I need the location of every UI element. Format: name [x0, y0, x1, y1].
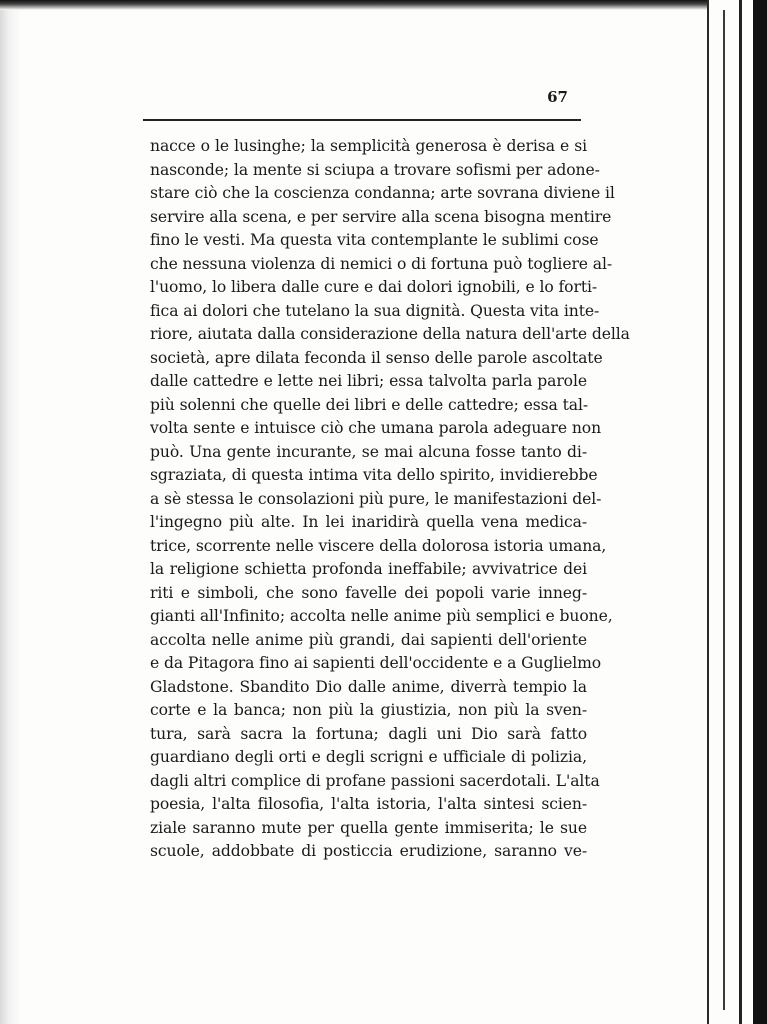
- edge-line: [723, 10, 725, 1010]
- text-line: a sè stessa le consolazioni più pure, le manifestazioni del-: [150, 489, 602, 508]
- text-line: gianti all'Infinito; accolta nelle anime più semplici e buone,: [150, 607, 613, 625]
- text-line: riti e simboli, che sono favelle dei popoli varie inneg-: [150, 583, 587, 602]
- text-line: poesia, l'alta filosofia, l'alta istoria, l'alta sintesi scien-: [150, 795, 587, 813]
- text-line: l'ingegno più alte. In lei inaridirà quella vena medica-: [150, 513, 587, 531]
- text-line: corte e la banca; non più la giustizia, non più la sven-: [150, 701, 587, 719]
- text-line: guardiano degli orti e degli scrigni e ufficiale di polizia,: [150, 748, 587, 766]
- page-left-shadow: [0, 0, 22, 1024]
- edge-line: [753, 0, 767, 1024]
- page-top-edge: [0, 0, 767, 10]
- text-line: dalle cattedre e lette nei libri; essa talvolta parla parole: [150, 372, 587, 390]
- text-line: riore, aiutata dalla considerazione della natura dell'arte della: [150, 325, 630, 343]
- text-line: stare ciò che la coscienza condanna; arte sovrana diviene il: [150, 184, 615, 202]
- edge-line: [739, 0, 742, 1024]
- body-text: [150, 135, 630, 864]
- text-line: la religione schietta profonda ineffabile; avvivatrice dei: [150, 560, 587, 578]
- text-line: fino le vesti. Ma questa vita contemplante le sublimi cose: [150, 231, 599, 249]
- text-line: volta sente e intuisce ciò che umana parola adeguare non: [150, 419, 602, 437]
- text-line: più solenni che quelle dei libri e delle cattedre; essa tal-: [150, 395, 589, 414]
- text-line: e da Pitagora fino ai sapienti dell'occidente e a Guglielmo: [150, 654, 602, 672]
- header-rule: [143, 119, 581, 121]
- text-line: servire alla scena, e per servire alla scena bisogna mentire: [150, 207, 612, 226]
- text-line: sgraziata, di questa intima vita dello spirito, invidierebbe: [150, 466, 598, 484]
- text-line: può. Una gente incurante, se mai alcuna fosse tanto di-: [150, 442, 587, 461]
- text-line: scuole, addobbate di posticcia erudizione, saranno ve-: [150, 842, 587, 860]
- page-number: 67: [547, 88, 568, 106]
- text-line: che nessuna violenza di nemici o di fortuna può togliere al-: [150, 254, 613, 273]
- text-line: Gladstone. Sbandito Dio dalle anime, diverrà tempio la: [150, 677, 587, 696]
- text-line: fica ai dolori che tutelano la sua dignità. Questa vita inte-: [150, 301, 600, 320]
- text-line: tura, sarà sacra la fortuna; dagli uni Dio sarà fatto: [150, 724, 587, 743]
- text-line: trice, scorrente nelle viscere della dolorosa istoria umana,: [150, 536, 607, 555]
- text-line: accolta nelle anime più grandi, dai sapienti dell'oriente: [150, 630, 587, 649]
- text-line: ziale saranno mute per quella gente immiserita; le sue: [150, 818, 587, 837]
- text-line: dagli altri complice di profane passioni sacerdotali. L'alta: [150, 771, 600, 790]
- text-line: nasconde; la mente si sciupa a trovare sofismi per adone-: [150, 160, 600, 179]
- text-line: società, apre dilata feconda il senso delle parole ascoltate: [150, 348, 603, 367]
- text-line: nacce o le lusinghe; la semplicità generosa è derisa e si: [150, 137, 587, 155]
- book-spine-edge: [707, 0, 767, 1024]
- text-line: l'uomo, lo libera dalle cure e dai dolori ignobili, e lo forti-: [150, 278, 598, 296]
